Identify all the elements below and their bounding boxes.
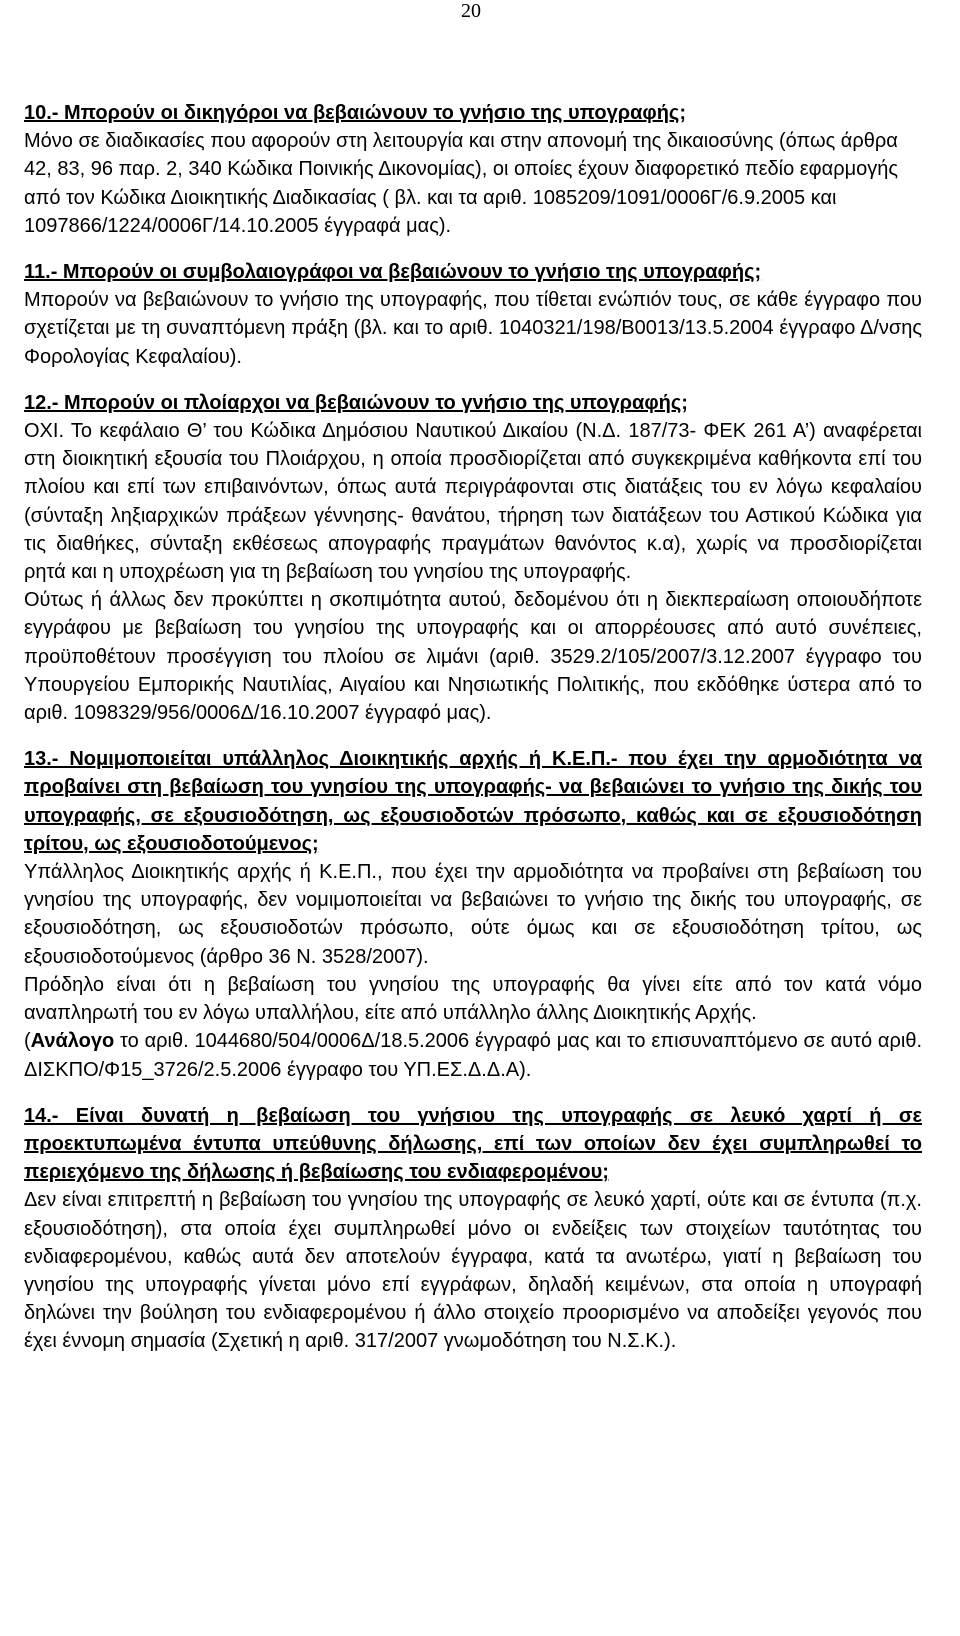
section-11-body: Μπορούν να βεβαιώνουν το γνήσιο της υπογραφής, που τίθεται ενώπιόν τους, σε κάθε έγγραφο που σχετίζεται με τη συναπτόμενη πράξη (βλ. και το αριθ. 1040321/198/Β0013/13.5.2004 έγγραφο Δ/νσης Φορολογίας Κεφαλαίου).	[24, 289, 922, 368]
section-10-heading-text: 10.- Μπορούν οι δικηγόροι να βεβαιώνουν το γνήσιο της υπογραφής;	[24, 102, 686, 124]
section-13-heading	[24, 745, 922, 858]
section-12-heading-text: 12.- Μπορούν οι πλοίαρχοι να βεβαιώνουν το γνήσιο της υπογραφής;	[24, 391, 688, 414]
section-14-heading-text: 14.- Είναι δυνατή η βεβαίωση του γνήσιου της υπογραφής σε λευκό χαρτί ή σε προεκτυπωμένα έντυπα υπεύθυνης δήλωσης, επί των οποίων δεν έχει συμπληρωθεί το περιεχόμενο της δήλωσης ή βεβαίωσης του ενδιαφερομένου;	[24, 1104, 922, 1184]
section-14	[24, 1102, 922, 1356]
section-13-paragraph-1: Υπάλληλος Διοικητικής αρχής ή Κ.Ε.Π., που έχει την αρμοδιότητα να προβαίνει στη βεβαίωση του γνησίου της υπογραφής, δεν νομιμοποιείται να βεβαιώνει το γνήσιο της δικής του υπογραφής, σε εξουσιοδότηση, ως εξουσιοδοτών πρόσωπο, ούτε όμως και σε εξουσιοδότηση τρίτου, ως εξουσιοδοτούμενος (άρθρο 36 Ν. 3528/2007).	[24, 861, 922, 968]
section-13-heading-text: 13.- Νομιμοποιείται υπάλληλος Διοικητικής αρχής ή Κ.Ε.Π.- που έχει την αρμοδιότητα να προβαίνει στη βεβαίωση του γνησίου της υπογραφής- να βεβαιώνει το γνήσιο της δικής του υπογραφής, σε εξουσιοδότηση, ως εξουσιοδοτών πρόσωπο, καθώς και σε εξουσιοδότηση τρίτου, ως εξουσιοδοτούμενος;	[24, 748, 922, 855]
page-number: 20	[461, 0, 481, 22]
section-13-paragraph-3-open: (	[24, 1030, 31, 1053]
section-14-body: Δεν είναι επιτρεπτή η βεβαίωση του γνησίου της υπογραφής σε λευκό χαρτί, ούτε και σε έντυπα (π.χ. εξουσιοδότηση), στα οποία έχει συμπληρωθεί μόνο οι ενδείξεις των στοιχείων ταυτότητας του ενδιαφερομένου, καθώς αυτά δεν αποτελούν έγγραφα, κατά τα ανωτέρω, γιατί η βεβαίωση του γνησίου της υπογραφής γίνεται μόνο επί εγγράφων, δηλαδή κειμένων, στα οποία η υπογραφή δηλώνει την βούληση του ενδιαφερομένου ή άλλο στοιχείο προορισμένο να αποδείξει γεγονός που έχει έννομη σημασία (Σχετική η αριθ. 317/2007 γνωμοδότηση του Ν.Σ.Κ.).	[24, 1189, 922, 1353]
section-10-body: Μόνο σε διαδικασίες που αφορούν στη λειτουργία και στην απονομή της δικαιοσύνης (όπως άρθρα 42, 83, 96 παρ. 2, 340 Κώδικα Ποινικής Δικονομίας), οι οποίες έχουν διαφορετικό πεδίο εφαρμογής από τον Κώδικα Διοικητικής Διαδικασίας ( βλ. και τα αριθ. 1085209/1091/0006Γ/6.9.2005 και 1097866/1224/0006Γ/14.10.2005 έγγραφά μας).	[24, 130, 898, 237]
section-12	[24, 389, 922, 727]
section-11-heading	[24, 258, 922, 286]
section-10	[24, 99, 922, 240]
section-12-paragraph-2: Ούτως ή άλλως δεν προκύπτει η σκοπιμότητα αυτού, δεδομένου ότι η διεκπεραίωση οποιουδήποτε εγγράφου με βεβαίωση του γνησίου της υπογραφής και οι απορρέουσες από αυτό συνέπειες, προϋποθέτουν προσέγγιση του πλοίου σε λιμάνι (αριθ. 3529.2/105/2007/3.12.2007 έγγραφο του Υπουργείου Εμπορικής Ναυτιλίας, Αιγαίου και Νησιωτικής Πολιτικής, που εκδόθηκε ύστερα από το αριθ. 1098329/956/0006Δ/16.10.2007 έγγραφό μας).	[24, 589, 922, 725]
section-10-heading	[24, 99, 922, 127]
section-13-paragraph-2: Πρόδηλο είναι ότι η βεβαίωση του γνησίου της υπογραφής θα γίνει είτε από τον κατά νόμο αναπληρωτή του εν λόγω υπαλλήλου, είτε από υπάλληλο άλλης Διοικητικής Αρχής.	[24, 973, 922, 1025]
section-12-paragraph-1: ΟΧΙ. Το κεφάλαιο Θ’ του Κώδικα Δημόσιου Ναυτικού Δικαίου (Ν.Δ. 187/73- ΦΕΚ 261 Α’) αναφέρεται στη διοικητική εξουσία του Πλοιάρχου, η οποία προσδιορίζεται από συγκεκριμένα καθήκοντα επί του πλοίου και επί των επιβαινόντων, όπως αυτά περιγράφονται στις διατάξεις του εν λόγω κεφαλαίου (σύνταξη ληξιαρχικών πράξεων γέννησης- θανάτου, τήρηση των διατάξεων του Αστικού Κώδικα για τις διαθήκες, σύνταξη εκθέσεως απογραφής πραγμάτων θανόντος κ.α), χωρίς να προσδιορίζεται ρητά και η υποχρέωση για τη βεβαίωση του γνησίου της υπογραφής.	[24, 420, 922, 584]
section-14-heading	[24, 1102, 922, 1187]
section-13-paragraph-3	[24, 1027, 922, 1083]
section-12-heading	[24, 389, 922, 417]
section-13-paragraph-3-rest: το αριθ. 1044680/504/0006Δ/18.5.2006 έγγραφό μας και το επισυναπτόμενο σε αυτό αριθ. ΔΙΣΚΠΟ/Φ15_3726/2.5.2006 έγγραφο του ΥΠ.ΕΣ.Δ.Δ.Α).	[24, 1030, 922, 1081]
section-11	[24, 258, 922, 371]
section-13-paragraph-3-bold: Ανάλογο	[30, 1030, 115, 1053]
section-11-heading-text: 11.- Μπορούν οι συμβολαιογράφοι να βεβαιώνουν το γνήσιο της υπογραφής;	[24, 261, 762, 284]
section-13	[24, 745, 922, 1083]
document-body	[24, 99, 922, 1356]
